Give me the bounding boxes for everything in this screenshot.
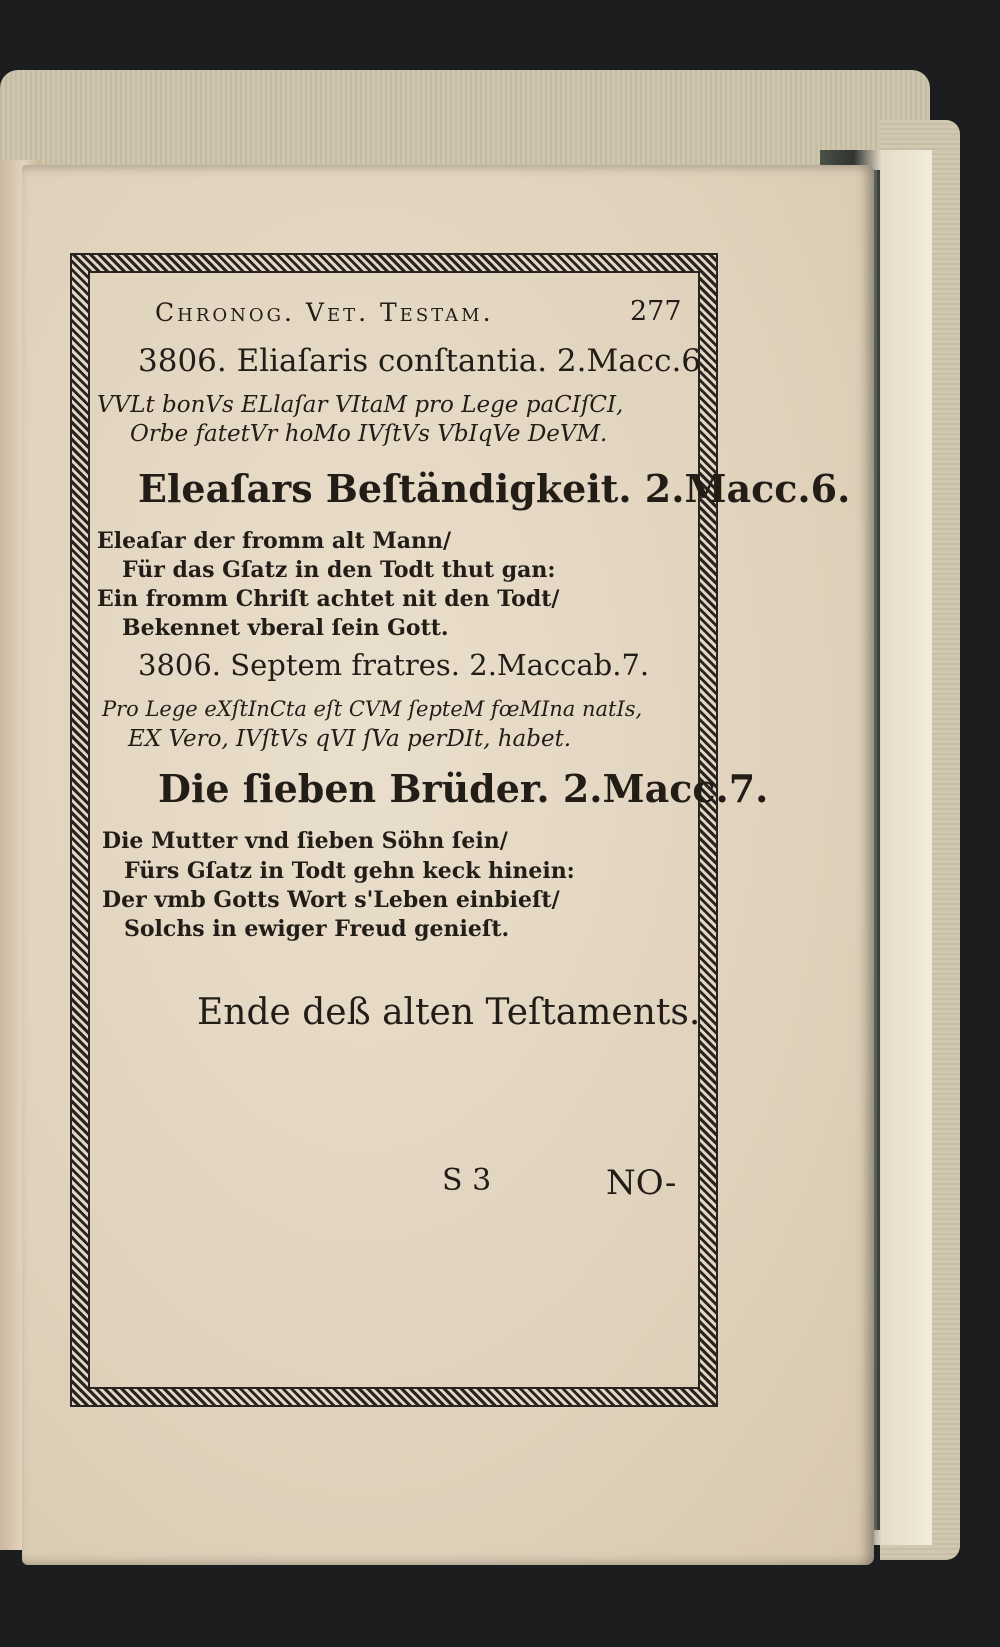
- running-head: Chronog. Vet. Testam.: [155, 298, 494, 327]
- book-cover-top: [0, 70, 930, 170]
- section-heading: 3806. Septem fratres. 2.Maccab.7.: [138, 648, 650, 682]
- section-heading: 3806. Eliaſaris conſtantia. 2.Macc.6.: [138, 343, 711, 379]
- german-title: Eleaſars Beſtändigkeit. 2.Macc.6.: [138, 466, 851, 511]
- page-number: 277: [630, 296, 682, 327]
- german-title: Die ſieben Brüder. 2.Macc.7.: [158, 766, 769, 811]
- signature-mark: S 3: [442, 1163, 492, 1198]
- german-verse: Bekennet vberal ſein Gott.: [122, 615, 449, 641]
- latin-verse: EX Vero, IVſtVs qVI ſVa perDIt, habet.: [128, 726, 572, 752]
- german-verse: Ein fromm Chriſt achtet nit den Todt/: [97, 586, 560, 612]
- latin-verse: Orbe fatetVr hoMo IVſtVs VbIqVe DeVM.: [130, 421, 608, 447]
- closing-line: Ende deß alten Teſtaments.: [197, 992, 701, 1033]
- german-verse: Für das Gſatz in den Todt thut gan:: [122, 557, 556, 583]
- german-verse: Eleaſar der fromm alt Mann/: [97, 528, 451, 554]
- german-verse: Solchs in ewiger Freud genieſt.: [124, 916, 510, 942]
- latin-verse: VVLt bonVs ELlaſar VItaM pro Lege paCIſCI,: [97, 392, 624, 418]
- catchword: NO-: [606, 1163, 677, 1203]
- german-verse: Der vmb Gotts Wort s'Leben einbieſt/: [102, 887, 560, 913]
- german-verse: Die Mutter vnd ſieben Söhn ſein/: [102, 828, 508, 854]
- latin-verse: Pro Lege eXſtInCta eſt CVM ſepteM fœMIna natIs,: [102, 697, 643, 721]
- german-verse: Fürs Gſatz in Todt gehn keck hinein:: [124, 858, 575, 884]
